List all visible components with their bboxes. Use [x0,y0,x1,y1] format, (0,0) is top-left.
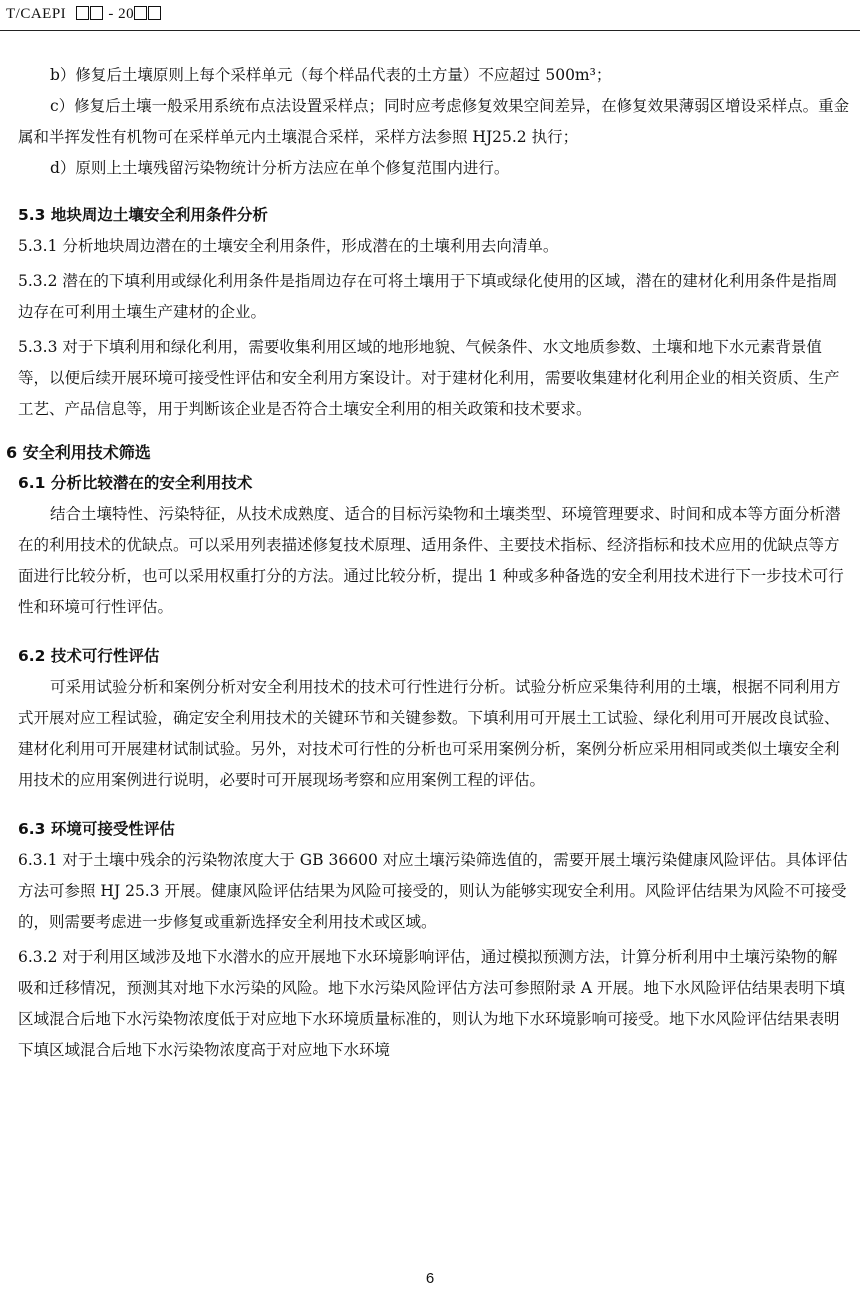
section-heading-5-3: 5.3 地块周边土壤安全利用条件分析 [18,206,268,224]
section-heading-6: 6 安全利用技术筛选 [6,443,151,462]
paragraph-5-3-1: 5.3.1 分析地块周边潜在的土壤安全利用条件，形成潜在的土壤利用去向清单。 [18,237,559,255]
placeholder-box-icon [90,6,103,20]
page-number: 6 [425,1270,435,1287]
standard-year: - 20 [108,6,135,22]
placeholder-box-icon [134,6,147,20]
list-item-b: b）修复后土壤原则上每个采样单元（每个样品代表的土方量）不应超过 500m³； [50,66,612,84]
paragraph-5-3-2: 5.3.2 潜在的下填利用或绿化利用条件是指周边存在可将土壤用于下填或绿化使用的区域，潜在的建材化利用条件是指周边存在可利用土壤生产建材的企业。 [18,272,838,321]
paragraph-6-3-1: 6.3.1 对于土壤中残余的污染物浓度大于 GB 36600 对应土壤污染筛选值的，需要开展土壤污染健康风险评估。具体评估方法可参照 HJ 25.3 开展。健康风险评估结果为风险可接受的，则认为能够实现安全利用。风险评估结果为风险不可接受的，则需要考虑进一步修复或重新选择安全利用技术或区域。 [18,851,848,931]
section-heading-6-2: 6.2 技术可行性评估 [18,647,160,665]
placeholder-box-icon [148,6,161,20]
page-header [6,6,162,23]
list-item-c: c）修复后土壤一般采用系统布点法设置采样点；同时应考虑修复效果空间差异，在修复效果薄弱区增设采样点。重金属和半挥发性有机物可在采样单元内土壤混合采样，采样方法参照 HJ25.2 执行； [18,97,850,146]
section-heading-6-3: 6.3 环境可接受性评估 [18,820,175,838]
document-body [6,60,852,1066]
list-item-d: d）原则上土壤残留污染物统计分析方法应在单个修复范围内进行。 [50,159,510,177]
header-rule [0,30,860,31]
paragraph-6-1: 结合土壤特性、污染特征，从技术成熟度、适合的目标污染物和土壤类型、环境管理要求、时间和成本等方面分析潜在的利用技术的优缺点。可以采用列表描述修复技术原理、适用条件、主要技术指标、经济指标和技术应用的优缺点等方面进行比较分析，也可以采用权重打分的方法。通过比较分析，提出 1 种或多种备选的安全利用技术进行下一步技术可行性和环境可行性评估。 [18,505,844,616]
paragraph-5-3-3: 5.3.3 对于下填利用和绿化利用，需要收集利用区域的地形地貌、气候条件、水文地质参数、土壤和地下水元素背景值等，以便后续开展环境可接受性评估和安全利用方案设计。对于建材化利用，需要收集建材化利用企业的相关资质、生产工艺、产品信息等，用于判断该企业是否符合土壤安全利用的相关政策和技术要求。 [18,338,840,418]
section-heading-6-1: 6.1 分析比较潜在的安全利用技术 [18,474,253,492]
paragraph-6-3-2: 6.3.2 对于利用区域涉及地下水潜水的应开展地下水环境影响评估，通过模拟预测方法，计算分析利用中土壤污染物的解吸和迁移情况，预测其对地下水污染的风险。地下水污染风险评估方法可参照附录 A 开展。地下水风险评估结果表明下填区域混合后地下水污染物浓度低于对应地下水环境质量标准的，则认为地下水环境影响可接受。地下水风险评估结果表明下填区域混合后地下水污染物浓度高于对应地下水环境 [18,948,846,1059]
placeholder-box-icon [76,6,89,20]
standard-code: T/CAEPI [6,6,67,22]
paragraph-6-2: 可采用试验分析和案例分析对安全利用技术的技术可行性进行分析。试验分析应采集待利用的土壤，根据不同利用方式开展对应工程试验，确定安全利用技术的关键环节和关键参数。下填利用可开展土工试验、绿化利用可开展改良试验、建材化利用可开展建材试制试验。另外，对技术可行性的分析也可采用案例分析，案例分析应采用相同或类似土壤安全利用技术的应用案例进行说明，必要时可开展现场考察和应用案例工程的评估。 [18,678,841,789]
